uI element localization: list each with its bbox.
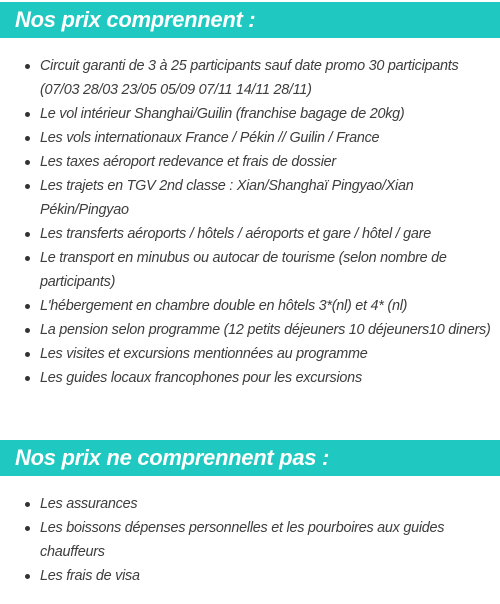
list-item: Les frais de visa	[0, 564, 500, 588]
bullet-icon	[25, 256, 30, 261]
bullet-icon	[25, 136, 30, 141]
bullet-icon	[25, 352, 30, 357]
list-item: La pension selon programme (12 petits déjeuners 10 déjeuners10 diners)	[0, 318, 500, 342]
list-item: Les vols internationaux France / Pékin // Guilin / France	[0, 126, 500, 150]
list-item: Les guides locaux francophones pour les excursions	[0, 366, 500, 390]
list-item: Les taxes aéroport redevance et frais de dossier	[0, 150, 500, 174]
list-item: L'hébergement en chambre double en hôtels 3*(nl) et 4* (nl)	[0, 294, 500, 318]
bullet-icon	[25, 112, 30, 117]
list-item: Les trajets en TGV 2nd classe : Xian/Shanghaï Pingyao/Xian Pékin/Pingyao	[0, 174, 500, 222]
includes-heading	[0, 2, 500, 38]
list-item: Le vol intérieur Shanghai/Guilin (franchise bagage de 20kg)	[0, 102, 500, 126]
includes-list	[0, 54, 500, 390]
bullet-icon	[25, 526, 30, 531]
bullet-icon	[25, 328, 30, 333]
bullet-icon	[25, 64, 30, 69]
bullet-icon	[25, 376, 30, 381]
excludes-list	[0, 492, 500, 588]
bullet-icon	[25, 184, 30, 189]
list-item: Le transport en minubus ou autocar de tourisme (selon nombre de participants)	[0, 246, 500, 294]
list-item: Les boissons dépenses personnelles et les pourboires aux guides chauffeurs	[0, 516, 500, 564]
excludes-title: Nos prix ne comprennent pas :	[15, 445, 330, 470]
bullet-icon	[25, 574, 30, 579]
bullet-icon	[25, 502, 30, 507]
excludes-heading	[0, 440, 500, 476]
list-item: Circuit garanti de 3 à 25 participants sauf date promo 30 participants (07/03 28/03 23/05 05/09 07/11 14/11 28/11)	[0, 54, 500, 102]
list-item: Les assurances	[0, 492, 500, 516]
includes-title: Nos prix comprennent :	[15, 7, 256, 32]
list-item: Les transferts aéroports / hôtels / aéroports et gare / hôtel / gare	[0, 222, 500, 246]
bullet-icon	[25, 232, 30, 237]
bullet-icon	[25, 304, 30, 309]
bullet-icon	[25, 160, 30, 165]
list-item: Les visites et excursions mentionnées au programme	[0, 342, 500, 366]
